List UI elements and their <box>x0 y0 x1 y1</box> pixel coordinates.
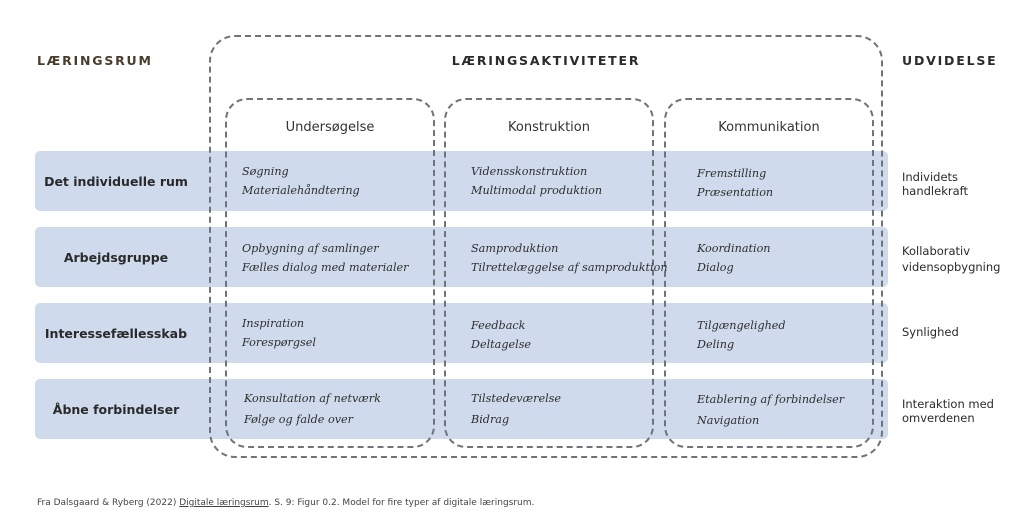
cell-r2-c2 <box>471 239 668 277</box>
extension-line: Kollaborativ <box>902 244 971 258</box>
cell-r3-c1 <box>242 314 316 352</box>
extension-line: Synlighed <box>902 325 959 339</box>
cell-r1-c2 <box>471 162 602 200</box>
heading-laeringsrum: LÆRINGSRUM <box>37 53 153 68</box>
extension-label-workgroup <box>902 244 1017 274</box>
extension-label-open <box>902 397 1017 425</box>
cell-line: Etablering af forbindelser <box>697 393 845 406</box>
cell-line: Tilrettelæggelse af samproduktion <box>471 261 668 274</box>
cell-r2-c3 <box>697 239 771 277</box>
cell-line: Opbygning af samlinger <box>242 242 379 255</box>
cell-line: Forespørgsel <box>242 336 316 349</box>
column-title-undersoegelse: Undersøgelse <box>285 120 375 135</box>
cell-line: Koordination <box>697 242 771 255</box>
cell-r1-c3 <box>697 164 773 202</box>
cell-r4-c2 <box>471 389 561 429</box>
row-label-open: Åbne forbindelser <box>52 402 180 417</box>
extension-line: handlekraft <box>902 184 968 198</box>
cell-r1-c1 <box>242 162 360 200</box>
cell-line: Dialog <box>697 261 734 274</box>
cell-line: Følge og falde over <box>244 413 354 426</box>
extension-line: Individets <box>902 170 959 184</box>
heading-udvidelse: UDVIDELSE <box>902 53 998 68</box>
cell-line: Tilstedeværelse <box>471 392 562 405</box>
cell-line: Feedback <box>471 319 526 332</box>
cell-line: Vidensskonstruktion <box>471 165 588 178</box>
cell-r2-c1 <box>242 239 409 277</box>
heading-laeringsaktiviteter: LÆRINGSAKTIVITETER <box>451 53 641 68</box>
extension-line: vidensopbygning <box>902 260 1001 274</box>
extension-line: Interaktion med <box>902 397 994 411</box>
cell-line: Bidrag <box>471 413 510 426</box>
cell-line: Præsentation <box>697 186 774 199</box>
row-label-individual: Det individuelle rum <box>44 174 188 189</box>
row-label-interest: Interessefællesskab <box>44 326 188 341</box>
cell-r4-c1 <box>244 389 381 429</box>
cell-line: Deling <box>697 338 735 351</box>
cell-line: Fremstilling <box>697 167 767 180</box>
extension-label-individual <box>902 170 1017 198</box>
column-title-kommunikation: Kommunikation <box>718 120 820 135</box>
cell-line: Inspiration <box>242 317 305 330</box>
cell-line: Samproduktion <box>471 242 559 255</box>
cell-line: Multimodal produktion <box>471 184 603 197</box>
column-title-konstruktion: Konstruktion <box>508 120 590 135</box>
cell-line: Fælles dialog med materialer <box>242 261 409 274</box>
cell-r3-c2 <box>471 316 531 354</box>
row-label-workgroup: Arbejdsgruppe <box>63 250 169 265</box>
caption-suffix: . S. 9: Figur 0.2. Model for fire typer af digitale læringsrum. <box>268 498 535 508</box>
caption-prefix: Fra Dalsgaard & Ryberg (2022) <box>37 498 180 508</box>
caption-book-link[interactable]: Digitale læringsrum <box>179 498 269 508</box>
cell-r3-c3 <box>697 316 786 354</box>
cell-line: Deltagelse <box>471 338 532 351</box>
cell-line: Konsultation af netværk <box>244 392 381 405</box>
cell-r4-c3 <box>697 390 844 430</box>
cell-line: Tilgængelighed <box>697 319 786 332</box>
cell-line: Søgning <box>242 165 289 178</box>
figure-caption <box>37 498 534 508</box>
cell-line: Navigation <box>697 414 760 427</box>
extension-label-interest <box>902 325 1017 339</box>
cell-line: Materialehåndtering <box>242 184 360 197</box>
extension-line: omverdenen <box>902 411 975 425</box>
